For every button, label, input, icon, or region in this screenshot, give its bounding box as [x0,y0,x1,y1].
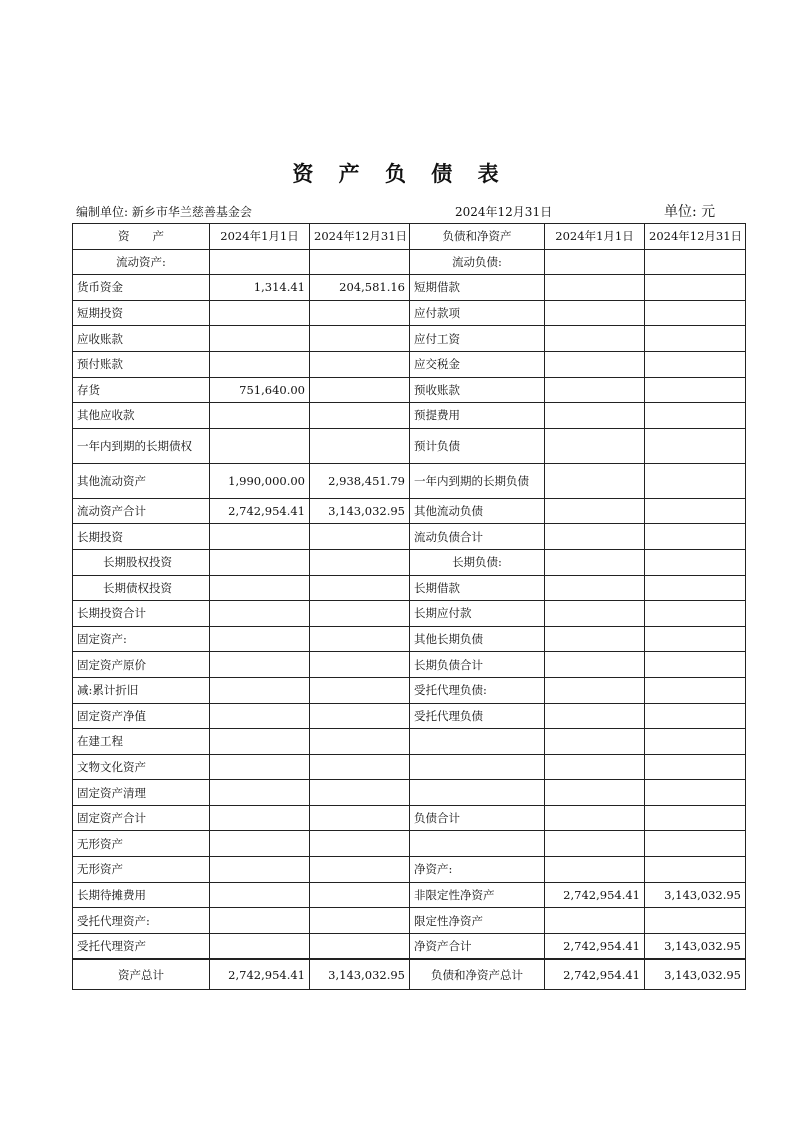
asset-end-value [310,351,410,377]
liability-end-value [645,403,746,429]
liability-end-value [645,249,746,275]
asset-label: 长期股权投资 [73,549,210,575]
asset-label: 受托代理资产: [73,908,210,934]
liability-end-value [645,805,746,831]
liability-end-value [645,300,746,326]
liability-label: 负债和净资产总计 [410,959,545,990]
liability-label: 流动负债合计 [410,524,545,550]
liability-start-value [545,549,645,575]
table-row [73,463,746,498]
balance-sheet-table [72,223,746,990]
report-date: 2024年12月31日 [455,205,553,219]
liability-label: 一年内到期的长期负债 [410,463,545,498]
table-row [73,780,746,806]
liability-end-value [645,703,746,729]
asset-label: 货币资金 [73,275,210,301]
liability-label: 净资产: [410,857,545,883]
liability-end-value: 3,143,032.95 [645,933,746,959]
liability-label: 负债合计 [410,805,545,831]
col-liabilities-end: 2024年12月31日 [645,224,746,250]
asset-start-value [210,908,310,934]
table-row [73,729,746,755]
asset-end-value [310,377,410,403]
table-row [73,377,746,403]
table-row [73,831,746,857]
table-row [73,933,746,959]
col-assets: 资 产 [73,224,210,250]
asset-label: 长期投资合计 [73,601,210,627]
table-row [73,428,746,463]
liability-label: 应付款项 [410,300,545,326]
asset-label: 其他流动资产 [73,463,210,498]
asset-start-value [210,300,310,326]
liability-start-value [545,326,645,352]
liability-end-value [645,326,746,352]
asset-label: 应收账款 [73,326,210,352]
liability-end-value [645,498,746,524]
asset-end-value [310,857,410,883]
asset-end-value [310,626,410,652]
liability-label: 限定性净资产 [410,908,545,934]
asset-label: 资产总计 [73,959,210,990]
asset-end-value [310,601,410,627]
liability-start-value [545,575,645,601]
asset-label: 受托代理资产 [73,933,210,959]
table-row [73,805,746,831]
liability-end-value [645,377,746,403]
asset-label: 固定资产净值 [73,703,210,729]
liability-start-value [545,300,645,326]
table-row [73,249,746,275]
asset-start-value [210,249,310,275]
asset-label: 预付账款 [73,351,210,377]
currency-unit: 单位: 元 [664,204,716,220]
liability-end-value [645,275,746,301]
liability-start-value [545,601,645,627]
header-row [73,224,746,250]
liability-end-value: 3,143,032.95 [645,882,746,908]
asset-label: 在建工程 [73,729,210,755]
asset-start-value: 2,742,954.41 [210,959,310,990]
asset-end-value [310,249,410,275]
asset-label: 减:累计折旧 [73,677,210,703]
liability-end-value [645,463,746,498]
col-assets-start: 2024年1月1日 [210,224,310,250]
asset-end-value [310,831,410,857]
asset-label: 短期投资 [73,300,210,326]
asset-start-value [210,703,310,729]
liability-label: 其他长期负债 [410,626,545,652]
liability-label: 长期负债合计 [410,652,545,678]
table-row [73,275,746,301]
asset-start-value [210,754,310,780]
liability-start-value [545,403,645,429]
liability-start-value [545,703,645,729]
asset-label: 长期投资 [73,524,210,550]
asset-label: 固定资产: [73,626,210,652]
total-row [73,959,746,990]
liability-end-value [645,601,746,627]
table-row [73,326,746,352]
table-row [73,652,746,678]
asset-end-value: 3,143,032.95 [310,498,410,524]
asset-end-value: 3,143,032.95 [310,959,410,990]
asset-end-value [310,703,410,729]
asset-label: 文物文化资产 [73,754,210,780]
asset-end-value [310,300,410,326]
liability-label: 受托代理负债: [410,677,545,703]
liability-end-value [645,857,746,883]
liability-label: 净资产合计 [410,933,545,959]
asset-end-value [310,326,410,352]
liability-end-value [645,428,746,463]
asset-start-value [210,882,310,908]
asset-start-value [210,351,310,377]
liability-end-value: 3,143,032.95 [645,959,746,990]
asset-start-value: 751,640.00 [210,377,310,403]
liability-label [410,831,545,857]
asset-start-value [210,677,310,703]
table-row [73,351,746,377]
table-row [73,498,746,524]
liability-label: 非限定性净资产 [410,882,545,908]
col-assets-end: 2024年12月31日 [310,224,410,250]
liability-label [410,754,545,780]
liability-end-value [645,754,746,780]
asset-label: 固定资产合计 [73,805,210,831]
table-row [73,549,746,575]
asset-label: 流动资产: [73,249,210,275]
liability-start-value: 2,742,954.41 [545,882,645,908]
asset-label: 流动资产合计 [73,498,210,524]
liability-end-value [645,780,746,806]
liability-end-value [645,524,746,550]
liability-start-value: 2,742,954.41 [545,933,645,959]
liability-end-value [645,575,746,601]
table-row [73,677,746,703]
asset-start-value [210,626,310,652]
liability-start-value [545,652,645,678]
asset-end-value [310,652,410,678]
liability-label: 应交税金 [410,351,545,377]
table-row [73,575,746,601]
asset-end-value [310,428,410,463]
liability-start-value [545,351,645,377]
page-title: 资 产 负 债 表 [292,161,508,186]
asset-end-value [310,403,410,429]
liability-start-value [545,626,645,652]
table-row [73,601,746,627]
liability-end-value [645,652,746,678]
liability-start-value [545,729,645,755]
asset-label: 存货 [73,377,210,403]
asset-start-value [210,575,310,601]
asset-label: 一年内到期的长期债权 [73,428,210,463]
liability-label: 长期负债: [410,549,545,575]
liability-start-value [545,428,645,463]
asset-start-value [210,549,310,575]
asset-label: 无形资产 [73,857,210,883]
asset-end-value [310,549,410,575]
asset-start-value [210,933,310,959]
liability-end-value [645,677,746,703]
asset-start-value [210,326,310,352]
asset-label: 长期待摊费用 [73,882,210,908]
liability-start-value [545,780,645,806]
liability-end-value [645,626,746,652]
liability-start-value [545,275,645,301]
liability-label: 长期应付款 [410,601,545,627]
asset-end-value [310,908,410,934]
asset-label: 固定资产清理 [73,780,210,806]
asset-start-value [210,403,310,429]
liability-end-value [645,351,746,377]
liability-label: 预提费用 [410,403,545,429]
asset-label: 其他应收款 [73,403,210,429]
liability-label: 预收账款 [410,377,545,403]
liability-start-value [545,805,645,831]
asset-start-value [210,831,310,857]
asset-label: 固定资产原价 [73,652,210,678]
asset-label: 无形资产 [73,831,210,857]
asset-end-value [310,882,410,908]
liability-label: 长期借款 [410,575,545,601]
table-row [73,908,746,934]
asset-end-value [310,754,410,780]
liability-start-value [545,249,645,275]
asset-start-value [210,601,310,627]
table-row [73,882,746,908]
liability-start-value [545,498,645,524]
liability-start-value [545,831,645,857]
liability-end-value [645,549,746,575]
asset-end-value [310,524,410,550]
liability-start-value [545,377,645,403]
asset-start-value [210,652,310,678]
table-row [73,626,746,652]
asset-end-value [310,805,410,831]
liability-label [410,729,545,755]
asset-end-value: 2,938,451.79 [310,463,410,498]
col-liabilities: 负债和净资产 [410,224,545,250]
asset-start-value [210,805,310,831]
liability-start-value: 2,742,954.41 [545,959,645,990]
org-name: 编制单位: 新乡市华兰慈善基金会 [76,205,252,219]
liability-label [410,780,545,806]
asset-start-value [210,524,310,550]
asset-start-value [210,857,310,883]
asset-end-value [310,780,410,806]
liability-label: 受托代理负债 [410,703,545,729]
liability-label: 预计负债 [410,428,545,463]
liability-start-value [545,857,645,883]
liability-start-value [545,677,645,703]
liability-end-value [645,831,746,857]
asset-start-value [210,729,310,755]
liability-start-value [545,463,645,498]
liability-label: 应付工资 [410,326,545,352]
asset-start-value: 1,990,000.00 [210,463,310,498]
liability-label: 短期借款 [410,275,545,301]
asset-start-value [210,428,310,463]
liability-start-value [545,524,645,550]
asset-end-value [310,677,410,703]
table-row [73,754,746,780]
liability-end-value [645,908,746,934]
liability-start-value [545,908,645,934]
table-row [73,403,746,429]
asset-end-value [310,933,410,959]
asset-start-value [210,780,310,806]
asset-end-value [310,575,410,601]
asset-label: 长期债权投资 [73,575,210,601]
liability-label: 其他流动负债 [410,498,545,524]
liability-start-value [545,754,645,780]
table-row [73,857,746,883]
asset-start-value: 1,314.41 [210,275,310,301]
asset-end-value: 204,581.16 [310,275,410,301]
table-row [73,524,746,550]
asset-end-value [310,729,410,755]
liability-label: 流动负债: [410,249,545,275]
liability-end-value [645,729,746,755]
table-row [73,703,746,729]
col-liabilities-start: 2024年1月1日 [545,224,645,250]
asset-start-value: 2,742,954.41 [210,498,310,524]
table-row [73,300,746,326]
